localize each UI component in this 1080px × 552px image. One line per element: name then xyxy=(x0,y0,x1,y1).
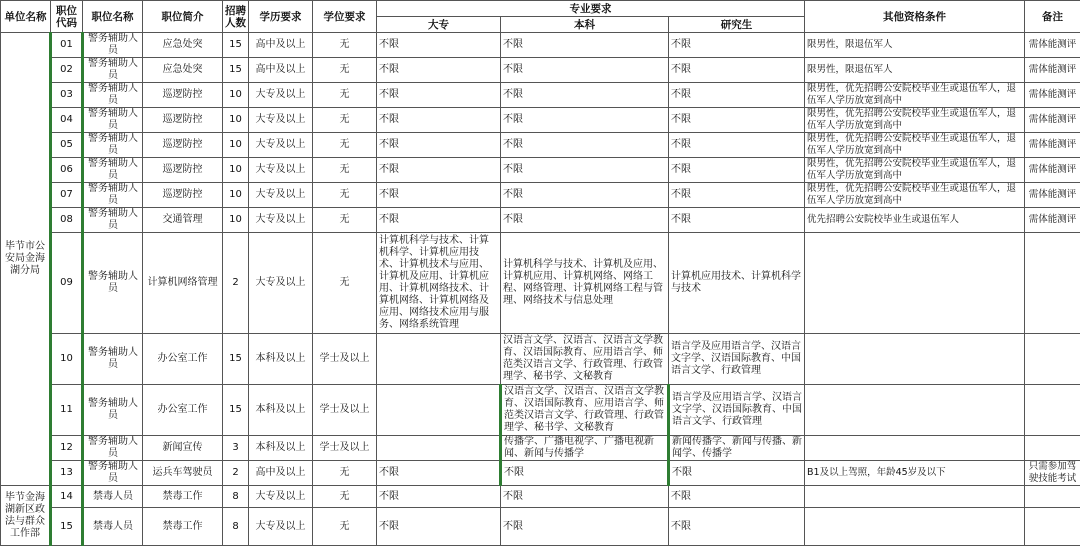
count-cell: 15 xyxy=(223,385,249,436)
table-row xyxy=(1,508,1080,546)
edu-cell: 本科及以上 xyxy=(249,436,313,461)
yanjiusheng-cell: 不限 xyxy=(669,133,805,158)
dazhuan-cell: 不限 xyxy=(377,208,501,233)
title-cell: 警务辅助人员 xyxy=(83,133,143,158)
brief-cell: 巡逻防控 xyxy=(143,83,223,108)
degree-cell: 无 xyxy=(313,486,377,508)
edu-cell: 大专及以上 xyxy=(249,508,313,546)
yanjiusheng-cell: 语言学及应用语言学、汉语言文字学、汉语国际教育、中国语言文学、行政管理 xyxy=(669,334,805,385)
degree-cell: 无 xyxy=(313,33,377,58)
title-cell: 警务辅助人员 xyxy=(83,158,143,183)
note-cell: 需体能测评 xyxy=(1025,183,1080,208)
degree-cell: 无 xyxy=(313,108,377,133)
note-cell: 只需参加驾驶技能考试 xyxy=(1025,461,1080,486)
benke-cell: 不限 xyxy=(501,83,669,108)
edu-cell: 高中及以上 xyxy=(249,58,313,83)
yanjiusheng-cell: 不限 xyxy=(669,183,805,208)
benke-cell: 不限 xyxy=(501,183,669,208)
edu-cell: 大专及以上 xyxy=(249,233,313,334)
note-cell xyxy=(1025,233,1080,334)
table-row xyxy=(1,158,1080,183)
title-cell: 警务辅助人员 xyxy=(83,33,143,58)
count-cell: 3 xyxy=(223,436,249,461)
edu-cell: 高中及以上 xyxy=(249,33,313,58)
brief-cell: 禁毒工作 xyxy=(143,486,223,508)
table-row xyxy=(1,83,1080,108)
dazhuan-cell: 不限 xyxy=(377,508,501,546)
dazhuan-cell: 不限 xyxy=(377,133,501,158)
note-cell: 需体能测评 xyxy=(1025,58,1080,83)
other-cell: 限男性，优先招聘公安院校毕业生或退伍军人，退伍军人学历放宽到高中 xyxy=(805,108,1025,133)
brief-cell: 巡逻防控 xyxy=(143,158,223,183)
table-row xyxy=(1,33,1080,58)
title-cell: 禁毒人员 xyxy=(83,508,143,546)
degree-cell: 无 xyxy=(313,158,377,183)
unit-name-cell: 毕节金海湖新区政法与群众工作部 xyxy=(1,486,51,546)
brief-cell: 巡逻防控 xyxy=(143,133,223,158)
yanjiusheng-cell: 新闻传播学、新闻与传播、新闻学、传播学 xyxy=(669,436,805,461)
note-cell: 需体能测评 xyxy=(1025,33,1080,58)
benke-cell: 不限 xyxy=(501,33,669,58)
count-cell: 10 xyxy=(223,108,249,133)
note-cell xyxy=(1025,486,1080,508)
code-cell: 14 xyxy=(51,486,83,508)
title-cell: 警务辅助人员 xyxy=(83,108,143,133)
benke-cell: 不限 xyxy=(501,58,669,83)
note-cell: 需体能测评 xyxy=(1025,208,1080,233)
count-cell: 8 xyxy=(223,508,249,546)
table-row xyxy=(1,183,1080,208)
degree-cell: 无 xyxy=(313,183,377,208)
degree-cell: 无 xyxy=(313,461,377,486)
count-cell: 10 xyxy=(223,133,249,158)
count-cell: 15 xyxy=(223,33,249,58)
other-cell xyxy=(805,233,1025,334)
benke-cell: 不限 xyxy=(501,461,669,486)
yanjiusheng-cell: 不限 xyxy=(669,461,805,486)
note-cell xyxy=(1025,385,1080,436)
code-cell: 07 xyxy=(51,183,83,208)
degree-cell: 无 xyxy=(313,233,377,334)
header-brief: 职位简介 xyxy=(143,1,223,33)
benke-cell: 计算机科学与技术、计算机及应用、计算机应用、计算机网络、网络工程、网络管理、计算机网络工程与管理、网络技术与信息处理 xyxy=(501,233,669,334)
count-cell: 10 xyxy=(223,158,249,183)
other-cell xyxy=(805,508,1025,546)
brief-cell: 办公室工作 xyxy=(143,385,223,436)
code-cell: 10 xyxy=(51,334,83,385)
note-cell: 需体能测评 xyxy=(1025,83,1080,108)
header-degree: 学位要求 xyxy=(313,1,377,33)
code-cell: 04 xyxy=(51,108,83,133)
other-cell: 优先招聘公安院校毕业生或退伍军人 xyxy=(805,208,1025,233)
count-cell: 2 xyxy=(223,233,249,334)
code-cell: 13 xyxy=(51,461,83,486)
dazhuan-cell: 不限 xyxy=(377,58,501,83)
count-cell: 10 xyxy=(223,208,249,233)
degree-cell: 无 xyxy=(313,83,377,108)
title-cell: 警务辅助人员 xyxy=(83,58,143,83)
table-row xyxy=(1,108,1080,133)
table-row xyxy=(1,233,1080,334)
header-major: 专业要求 xyxy=(377,1,805,17)
code-cell: 02 xyxy=(51,58,83,83)
code-cell: 06 xyxy=(51,158,83,183)
edu-cell: 大专及以上 xyxy=(249,83,313,108)
other-cell xyxy=(805,334,1025,385)
other-cell xyxy=(805,486,1025,508)
degree-cell: 无 xyxy=(313,508,377,546)
brief-cell: 交通管理 xyxy=(143,208,223,233)
benke-cell: 不限 xyxy=(501,508,669,546)
table-row xyxy=(1,385,1080,436)
code-cell: 09 xyxy=(51,233,83,334)
title-cell: 警务辅助人员 xyxy=(83,436,143,461)
header-other: 其他资格条件 xyxy=(805,1,1025,33)
title-cell: 禁毒人员 xyxy=(83,486,143,508)
count-cell: 2 xyxy=(223,461,249,486)
title-cell: 警务辅助人员 xyxy=(83,233,143,334)
degree-cell: 学士及以上 xyxy=(313,385,377,436)
yanjiusheng-cell: 不限 xyxy=(669,208,805,233)
other-cell: 限男性，优先招聘公安院校毕业生或退伍军人，退伍军人学历放宽到高中 xyxy=(805,158,1025,183)
dazhuan-cell: 不限 xyxy=(377,486,501,508)
table-row xyxy=(1,486,1080,508)
benke-cell: 不限 xyxy=(501,208,669,233)
dazhuan-cell xyxy=(377,436,501,461)
title-cell: 警务辅助人员 xyxy=(83,83,143,108)
other-cell: 限男性，优先招聘公安院校毕业生或退伍军人，退伍军人学历放宽到高中 xyxy=(805,133,1025,158)
degree-cell: 无 xyxy=(313,58,377,83)
edu-cell: 大专及以上 xyxy=(249,208,313,233)
yanjiusheng-cell: 不限 xyxy=(669,83,805,108)
dazhuan-cell: 不限 xyxy=(377,108,501,133)
yanjiusheng-cell: 不限 xyxy=(669,158,805,183)
brief-cell: 巡逻防控 xyxy=(143,108,223,133)
code-cell: 01 xyxy=(51,33,83,58)
header-edu: 学历要求 xyxy=(249,1,313,33)
other-cell: 限男性，限退伍军人 xyxy=(805,33,1025,58)
benke-cell: 汉语言文学、汉语言、汉语言文学教育、汉语国际教育、应用语言学、师范类汉语言文学、行政管理、行政管理学、秘书学、文秘教育 xyxy=(501,334,669,385)
dazhuan-cell: 不限 xyxy=(377,461,501,486)
benke-cell: 传播学、广播电视学、广播电视新闻、新闻与传播学 xyxy=(501,436,669,461)
edu-cell: 本科及以上 xyxy=(249,334,313,385)
note-cell xyxy=(1025,436,1080,461)
yanjiusheng-cell: 不限 xyxy=(669,508,805,546)
other-cell xyxy=(805,385,1025,436)
yanjiusheng-cell: 不限 xyxy=(669,58,805,83)
title-cell: 警务辅助人员 xyxy=(83,334,143,385)
note-cell: 需体能测评 xyxy=(1025,108,1080,133)
benke-cell: 不限 xyxy=(501,108,669,133)
header-row xyxy=(1,1,1080,17)
dazhuan-cell xyxy=(377,334,501,385)
brief-cell: 应急处突 xyxy=(143,58,223,83)
table-body xyxy=(1,33,1080,546)
other-cell: B1及以上驾照，年龄45岁及以下 xyxy=(805,461,1025,486)
brief-cell: 巡逻防控 xyxy=(143,183,223,208)
edu-cell: 大专及以上 xyxy=(249,183,313,208)
degree-cell: 学士及以上 xyxy=(313,436,377,461)
title-cell: 警务辅助人员 xyxy=(83,461,143,486)
table-row xyxy=(1,334,1080,385)
brief-cell: 计算机网络管理 xyxy=(143,233,223,334)
table-row xyxy=(1,461,1080,486)
note-cell: 需体能测评 xyxy=(1025,133,1080,158)
table-row xyxy=(1,208,1080,233)
dazhuan-cell: 不限 xyxy=(377,83,501,108)
dazhuan-cell: 不限 xyxy=(377,33,501,58)
title-cell: 警务辅助人员 xyxy=(83,208,143,233)
edu-cell: 大专及以上 xyxy=(249,158,313,183)
note-cell xyxy=(1025,334,1080,385)
header-dazhuan: 大专 xyxy=(377,17,501,33)
edu-cell: 大专及以上 xyxy=(249,486,313,508)
unit-name-cell: 毕节市公安局金海湖分局 xyxy=(1,33,51,486)
yanjiusheng-cell: 语言学及应用语言学、汉语言文字学、汉语国际教育、中国语言文学、行政管理 xyxy=(669,385,805,436)
brief-cell: 新闻宣传 xyxy=(143,436,223,461)
count-cell: 15 xyxy=(223,58,249,83)
edu-cell: 大专及以上 xyxy=(249,133,313,158)
other-cell: 限男性，优先招聘公安院校毕业生或退伍军人，退伍军人学历放宽到高中 xyxy=(805,183,1025,208)
other-cell xyxy=(805,436,1025,461)
table-row xyxy=(1,436,1080,461)
brief-cell: 办公室工作 xyxy=(143,334,223,385)
header-code: 职位代码 xyxy=(51,1,83,33)
table-row xyxy=(1,133,1080,158)
yanjiusheng-cell: 计算机应用技术、计算机科学与技术 xyxy=(669,233,805,334)
yanjiusheng-cell: 不限 xyxy=(669,108,805,133)
title-cell: 警务辅助人员 xyxy=(83,385,143,436)
count-cell: 15 xyxy=(223,334,249,385)
dazhuan-cell: 不限 xyxy=(377,158,501,183)
edu-cell: 本科及以上 xyxy=(249,385,313,436)
dazhuan-cell: 不限 xyxy=(377,183,501,208)
benke-cell: 不限 xyxy=(501,158,669,183)
note-cell: 需体能测评 xyxy=(1025,158,1080,183)
header-note: 备注 xyxy=(1025,1,1080,33)
header-title: 职位名称 xyxy=(83,1,143,33)
title-cell: 警务辅助人员 xyxy=(83,183,143,208)
degree-cell: 无 xyxy=(313,208,377,233)
brief-cell: 应急处突 xyxy=(143,33,223,58)
brief-cell: 运兵车驾驶员 xyxy=(143,461,223,486)
dazhuan-cell: 计算机科学与技术、计算机科学、计算机应用技术、计算机技术与应用、计算机及应用、计算机应用、计算机网络技术、计算机网络、计算机网络及应用、网络技术应用与服务、网络系统管理 xyxy=(377,233,501,334)
benke-cell: 不限 xyxy=(501,486,669,508)
header-benke: 本科 xyxy=(501,17,669,33)
header-yanjiusheng: 研究生 xyxy=(669,17,805,33)
table-row xyxy=(1,58,1080,83)
header-unit: 单位名称 xyxy=(1,1,51,33)
yanjiusheng-cell: 不限 xyxy=(669,486,805,508)
count-cell: 8 xyxy=(223,486,249,508)
code-cell: 12 xyxy=(51,436,83,461)
degree-cell: 学士及以上 xyxy=(313,334,377,385)
count-cell: 10 xyxy=(223,83,249,108)
note-cell xyxy=(1025,508,1080,546)
code-cell: 15 xyxy=(51,508,83,546)
code-cell: 08 xyxy=(51,208,83,233)
code-cell: 05 xyxy=(51,133,83,158)
edu-cell: 大专及以上 xyxy=(249,108,313,133)
benke-cell: 汉语言文学、汉语言、汉语言文学教育、汉语国际教育、应用语言学、师范类汉语言文学、行政管理、行政管理学、秘书学、文秘教育 xyxy=(501,385,669,436)
benke-cell: 不限 xyxy=(501,133,669,158)
code-cell: 11 xyxy=(51,385,83,436)
other-cell: 限男性，优先招聘公安院校毕业生或退伍军人，退伍军人学历放宽到高中 xyxy=(805,83,1025,108)
yanjiusheng-cell: 不限 xyxy=(669,33,805,58)
edu-cell: 高中及以上 xyxy=(249,461,313,486)
other-cell: 限男性，限退伍军人 xyxy=(805,58,1025,83)
degree-cell: 无 xyxy=(313,133,377,158)
header-count: 招聘人数 xyxy=(223,1,249,33)
count-cell: 10 xyxy=(223,183,249,208)
dazhuan-cell xyxy=(377,385,501,436)
brief-cell: 禁毒工作 xyxy=(143,508,223,546)
code-cell: 03 xyxy=(51,83,83,108)
